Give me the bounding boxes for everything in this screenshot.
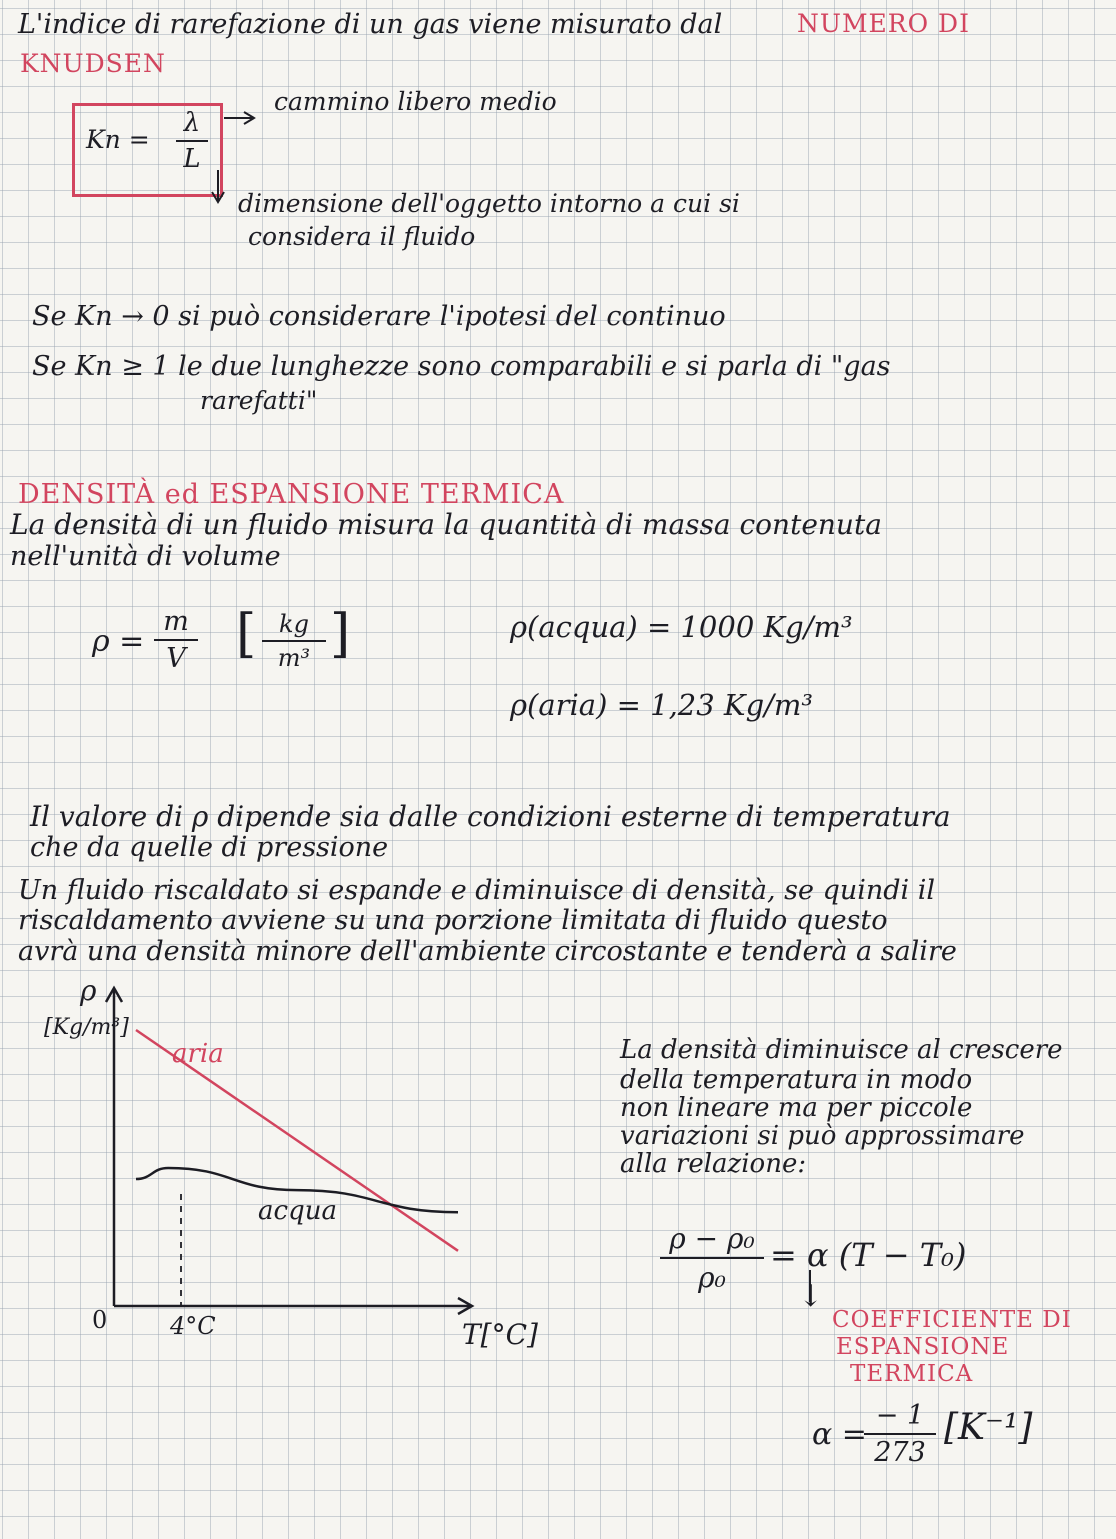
side-note-line5: alla relazione: [620, 1149, 807, 1179]
unit-close-bracket: ] [330, 604, 351, 664]
graph-x-label: T[°C] [462, 1318, 538, 1351]
intro-line1: L'indice di rarefazione di un gas viene misurato dal [18, 9, 723, 40]
density-numerator: m [163, 606, 189, 637]
graph-series-air: aria [172, 1039, 224, 1069]
density-water: ρ(acqua) = 1000 Kg/m³ [510, 610, 853, 644]
relation-arrow: ↓ [798, 1279, 824, 1314]
alpha-numerator: − 1 [875, 1400, 925, 1431]
knudsen-keyword-part1: NUMERO DI [797, 9, 970, 38]
graph-tick-4c: 4°C [170, 1312, 216, 1340]
knudsen-keyword-part2: KNUDSEN [20, 49, 166, 78]
alpha-denominator: 273 [874, 1437, 926, 1468]
case-kn-ge-one-line2: rarefatti" [200, 386, 318, 415]
expansion-line2: riscaldamento avviene su una porzione limitata di fluido questo [18, 905, 888, 936]
coefficient-label-line2: ESPANSIONE [836, 1334, 1010, 1360]
density-definition-line2: nell'unità di volume [10, 541, 281, 572]
side-note-line2: della temperatura in modo [620, 1065, 973, 1095]
lambda-note: cammino libero medio [274, 87, 557, 116]
graph-origin: 0 [92, 1306, 108, 1334]
density-unit-denominator: m³ [277, 644, 311, 672]
case-kn-ge-one-line1: Se Kn ≥ 1 le due lunghezze sono comparabili e si parla di "gas [32, 351, 891, 382]
length-note-line1: dimensione dell'oggetto intorno a cui si [238, 189, 740, 218]
knudsen-lhs: Kn = [86, 125, 150, 154]
expansion-line1: Un fluido riscaldato si espande e diminuisce di densità, se quindi il [18, 875, 936, 906]
fraction-bar [864, 1433, 936, 1435]
density-unit-numerator: kg [279, 610, 309, 638]
density-definition-line1: La densità di un fluido misura la quantità di massa contenuta [10, 508, 882, 541]
case-kn-zero: Se Kn → 0 si può considerare l'ipotesi del continuo [32, 301, 726, 332]
length-note-line2: considera il fluido [248, 222, 476, 251]
knudsen-numerator: λ [183, 108, 201, 138]
density-lhs: ρ = [92, 624, 145, 659]
dependence-line1: Il valore di ρ dipende sia dalle condizioni esterne di temperatura [30, 800, 951, 833]
graph-y-label: ρ [80, 974, 97, 1007]
alpha-fraction [864, 1400, 936, 1468]
relation-denominator: ρ₀ [698, 1261, 726, 1294]
section-title: DENSITÀ ed ESPANSIONE TERMICA [18, 479, 565, 510]
graph-series-water: acqua [258, 1196, 337, 1226]
expansion-line3: avrà una densità minore dell'ambiente circostante e tenderà a salire [18, 936, 957, 967]
side-note-line4: variazioni si può approssimare [620, 1121, 1025, 1151]
relative-density-fraction [660, 1222, 764, 1294]
alpha-unit: [K⁻¹] [944, 1407, 1033, 1448]
side-note-line3: non lineare ma per piccole [620, 1093, 973, 1123]
side-note-line1: La densità diminuisce al crescere [620, 1035, 1063, 1065]
density-air: ρ(aria) = 1,23 Kg/m³ [510, 688, 814, 722]
coefficient-label-line3: TERMICA [850, 1361, 974, 1387]
dependence-line2: che da quelle di pressione [30, 832, 389, 863]
coefficient-label-line1: COEFFICIENTE DI [832, 1307, 1072, 1333]
relation-rhs: = α (T − T₀) [770, 1236, 967, 1274]
density-denominator: V [166, 643, 186, 674]
knudsen-denominator: L [183, 144, 201, 174]
relation-numerator: ρ − ρ₀ [669, 1222, 755, 1255]
unit-open-bracket: [ [236, 604, 257, 664]
fraction-bar [660, 1257, 764, 1259]
alpha-lhs: α = [812, 1417, 867, 1452]
graph-y-unit: [Kg/m³] [44, 1015, 129, 1040]
